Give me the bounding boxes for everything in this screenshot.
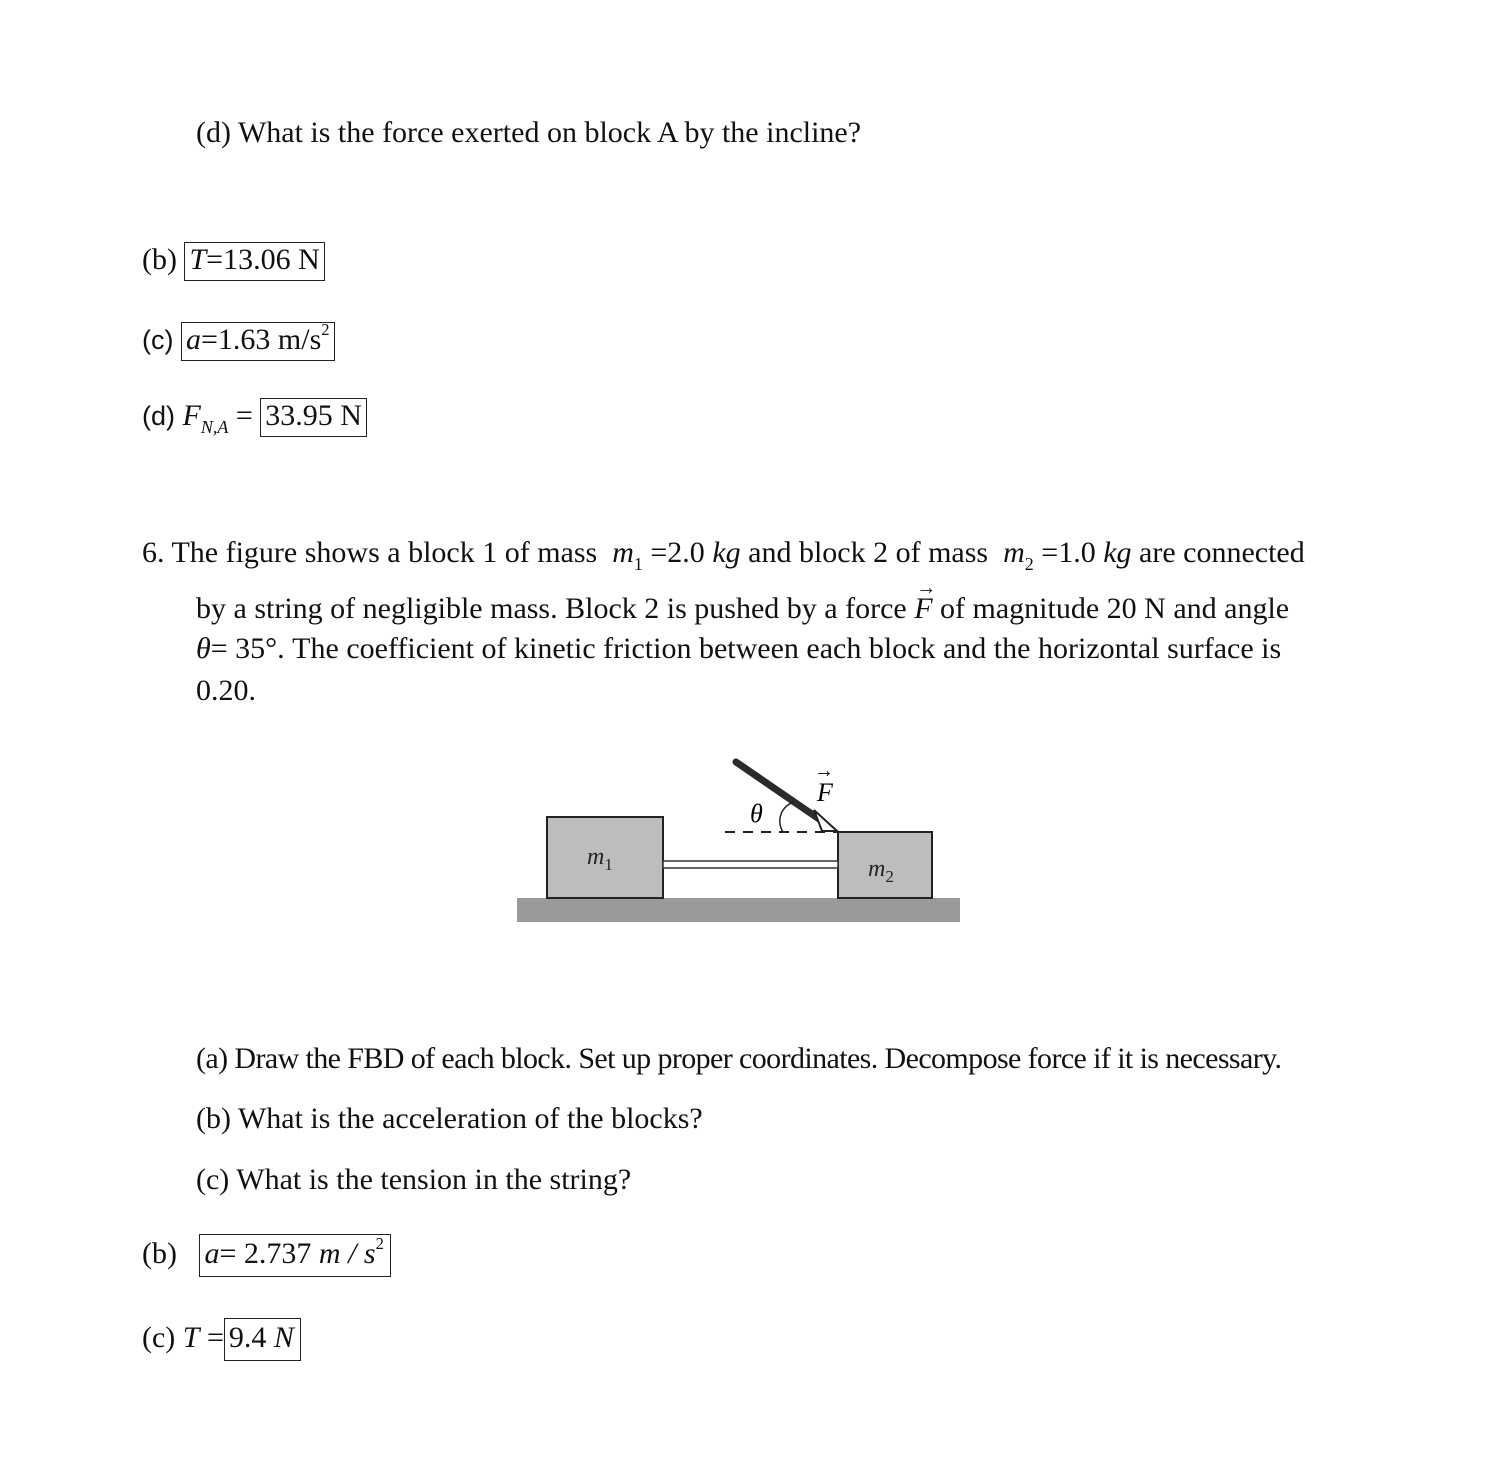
problem6-text-2: and block 2 of mass [748,536,989,569]
problem6-line2 [196,577,1290,625]
connecting-string [663,861,838,868]
problem6-text-3: are connected [1139,536,1305,569]
problem6-theta-var: θ [196,632,211,665]
problem6-text-5: of magnitude 20 N and angle [940,592,1290,625]
problem6-m2-var: m [1003,536,1025,569]
prev-question-d: (d) What is the force exerted on block A by the incline? [196,116,862,149]
answer-b-label: (b) [142,243,177,276]
block-2-label-sub: 2 [885,867,894,886]
problem6-m2-val: =1.0 [1041,536,1096,569]
answer6-b-label: (b) [142,1237,177,1270]
force-arrow-shaft [736,762,822,821]
problem6-text-1: The figure shows a block 1 of mass [171,536,598,569]
block-1-label-sub: 1 [604,855,613,874]
problem6-m2-sub: 2 [1024,554,1034,574]
block-2-label-var: m [868,856,886,882]
answer6-b-unit: m / s [318,1237,376,1270]
answer-d-eq: = [235,399,253,432]
ground-surface [517,898,960,922]
problem6-line4: 0.20. [196,674,256,707]
answer6-b [142,1234,391,1277]
problem6-number: 6. [142,536,165,569]
force-arrow-head-outline [814,810,837,831]
answer-b-box [184,242,324,281]
answer-d-var: F [182,399,201,432]
angle-arc [780,802,794,832]
answer6-b-exp: 2 [375,1234,384,1253]
force-label-arrow: → [814,760,834,782]
problem6-text-4: by a string of negligible mass. Block 2 is pushed by a force [196,592,907,625]
answer-d-sub: N,A [200,417,229,437]
problem6-m1-var: m [612,536,634,569]
answer-b-var: T [189,243,207,276]
problem6-f-arrow: → [916,577,937,599]
problem6-kg-1: kg [712,536,741,569]
answer-b-eq: =13.06 N [206,243,320,276]
answer-d-box: 33.95 N [260,398,367,437]
problem6-line1 [142,536,1305,574]
answer-d-prev [142,398,367,437]
answer-d-label: (d) [142,401,175,431]
problem6-force-vector [914,577,937,625]
question6-a: (a) Draw the FBD of each block. Set up proper coordinates. Decompose force if it is necessary. [196,1042,1282,1075]
answer-c-prev [142,322,335,361]
answer-b-prev [142,242,325,281]
problem6-kg-2: kg [1103,536,1132,569]
problem6-theta-val: = 35° [210,632,278,665]
answer-c-label: (c) [142,325,174,355]
theta-label: θ [750,799,763,828]
problem6-m1-sub: 1 [633,554,643,574]
answer-c-box [181,322,335,361]
answer6-b-box [199,1234,390,1277]
problem6-f-var: F [914,592,933,625]
answer6-c-unit: N [273,1321,294,1354]
answer6-c [142,1318,301,1361]
answer6-c-label: (c) [142,1321,176,1354]
question6-b: (b) What is the acceleration of the blocks? [196,1102,703,1135]
answer6-c-var: T [182,1321,200,1354]
problem6-text-6: . The coefficient of kinetic friction between each block and the horizontal surface is [277,632,1282,665]
answer6-b-var: a [204,1237,220,1270]
force-label: F [817,778,833,807]
blocks-figure [510,750,970,930]
problem6-line3 [196,634,1281,664]
answer6-b-eq: = 2.737 [219,1237,312,1270]
question6-c: (c) What is the tension in the string? [196,1163,632,1196]
answer-c-exp: 2 [321,320,330,339]
answer6-c-val: 9.4 [228,1321,267,1354]
answer-c-var: a [185,323,201,356]
problem6-m1-val: =2.0 [650,536,705,569]
answer6-c-eq: = [206,1321,224,1354]
answer6-c-box [224,1318,301,1361]
block-1-label-var: m [587,844,605,870]
answer-c-eq: =1.63 m/s [200,323,322,356]
